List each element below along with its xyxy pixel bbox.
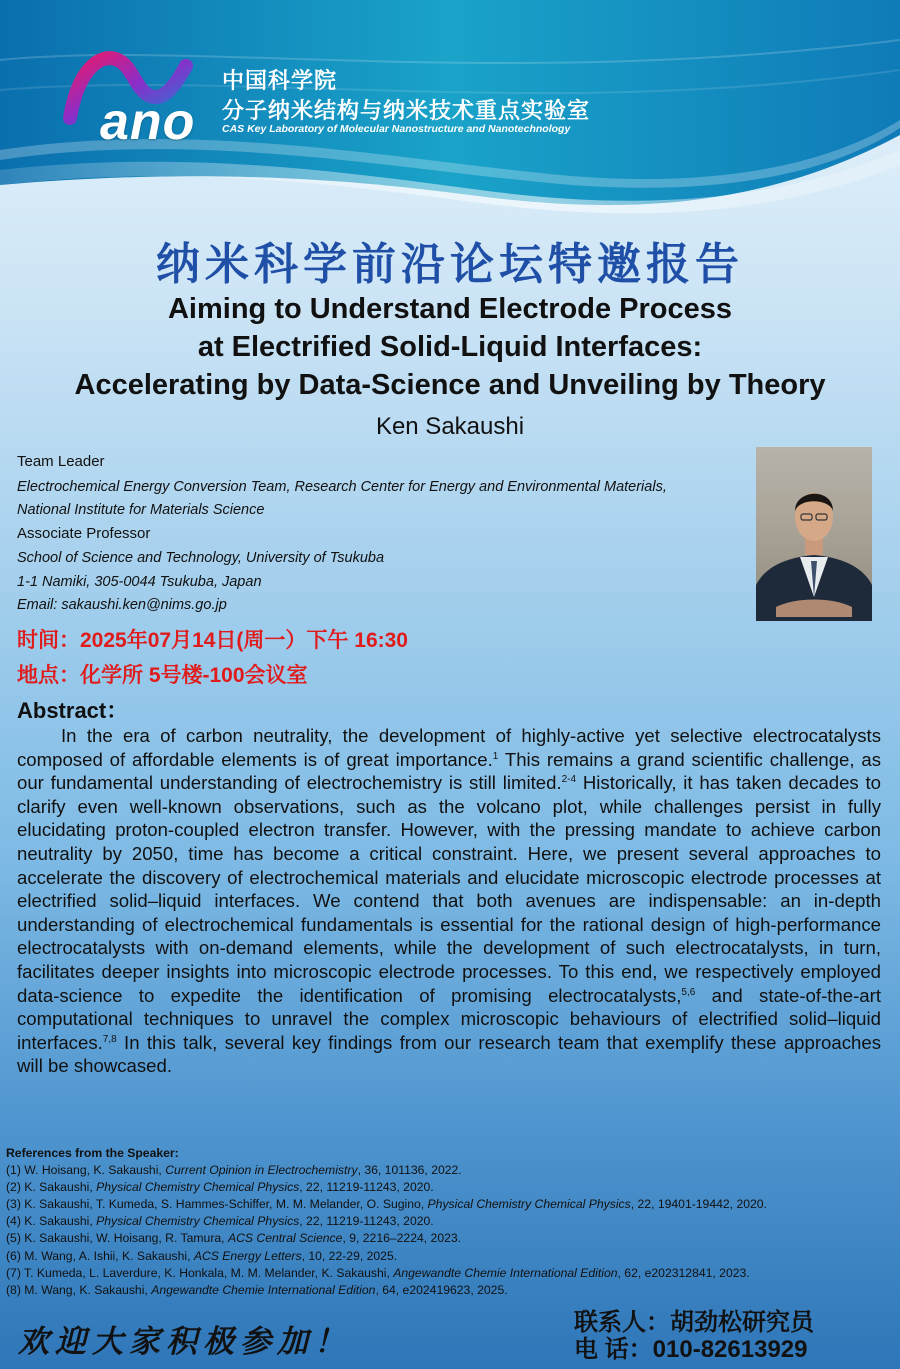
contact-phone: 电 话：010-82613929 [574, 1336, 808, 1363]
reference-journal: Current Opinion in Electrochemistry [165, 1163, 358, 1178]
reference-item [6, 1265, 767, 1282]
speaker-name: Ken Sakaushi [375, 413, 525, 440]
abstract-label: Abstract： [17, 698, 129, 723]
reference-item [6, 1282, 767, 1299]
affiliation-line: Associate Professor [17, 525, 151, 542]
reference-authors: (4) K. Sakaushi, [6, 1214, 97, 1229]
citation-superscript: 1 [492, 750, 499, 762]
logo-wordmark: ano [100, 93, 196, 151]
reference-details: , 62, e202312841, 2023. [617, 1265, 750, 1280]
abstract-segment: In this talk, several key findings from our research team that exemplify these approaches will be showcased. [17, 1031, 881, 1077]
speaker-photo [756, 447, 872, 621]
reference-details: , 22, 11219-11243, 2020. [299, 1214, 434, 1229]
talk-title [0, 290, 900, 404]
citation-superscript: 5,6 [681, 986, 696, 998]
reference-item [6, 1230, 767, 1247]
reference-details: , 9, 2216–2224, 2023. [342, 1231, 462, 1246]
org-name-en: CAS Key Laboratory of Molecular Nanostructure and Nanotechnology [222, 123, 571, 135]
reference-journal: Angewandte Chemie International Edition [151, 1282, 376, 1297]
reference-details: , 36, 101136, 2022. [357, 1163, 462, 1178]
reference-authors: (3) K. Sakaushi, T. Kumeda, S. Hammes-Schiffer, M. M. Melander, O. Sugino, [6, 1197, 428, 1212]
abstract-segment: In the era of carbon neutrality, the development of highly-active yet selective electrocatalysts composed of affordable elements is of great importance. [17, 725, 881, 770]
talk-title-line: at Electrified Solid-Liquid Interfaces: [197, 331, 703, 363]
org-name-cn-line2: 分子纳米结构与纳米技术重点实验室 [222, 98, 591, 123]
reference-item [6, 1248, 767, 1265]
talk-title-line: Aiming to Understand Electrode Process [167, 293, 732, 325]
reference-journal: ACS Energy Letters [193, 1248, 302, 1263]
abstract-segment: and state-of-the-art computational techniques to unravel the complex microscopic behaviours of electrified solid–liquid interfaces. [17, 984, 881, 1053]
reference-authors: (2) K. Sakaushi, [6, 1180, 97, 1195]
event-place: 地点：化学所 5号楼-100会议室 [17, 664, 308, 687]
affiliation-line: Electrochemical Energy Conversion Team, Research Center for Energy and Environmental Materials, [17, 479, 667, 495]
reference-authors: (5) K. Sakaushi, W. Hoisang, R. Tamura, [6, 1231, 228, 1246]
reference-item [6, 1213, 767, 1230]
reference-item [6, 1162, 767, 1179]
abstract-segment: This remains a grand scientific challenge, as our fundamental understanding of electrochemistry is still limited. [17, 748, 882, 794]
reference-journal: ACS Central Science [227, 1231, 343, 1246]
forum-title: 纳米科学前沿论坛特邀报告 [156, 240, 744, 289]
affiliation-line: Team Leader [17, 453, 105, 470]
affiliation-line: National Institute for Materials Science [17, 502, 265, 518]
reference-authors: (1) W. Hoisang, K. Sakaushi, [6, 1163, 166, 1178]
references [6, 1145, 767, 1299]
reference-journal: Physical Chemistry Chemical Physics [96, 1180, 300, 1195]
reference-journal: Angewandte Chemie International Edition [393, 1265, 618, 1280]
email-line: Email: sakaushi.ken@nims.go.jp [17, 597, 227, 613]
welcome-message: 欢迎大家积极参加！ [18, 1324, 351, 1360]
affiliation-line: School of Science and Technology, University of Tsukuba [17, 550, 385, 566]
reference-authors: (8) M. Wang, K. Sakaushi, [6, 1282, 152, 1297]
reference-details: , 10, 22-29, 2025. [301, 1248, 398, 1263]
reference-item [6, 1179, 767, 1196]
reference-details: , 64, e202419623, 2025. [375, 1282, 508, 1297]
org-name-cn-line1: 中国科学院 [222, 68, 338, 93]
contact-info [574, 1309, 814, 1363]
affiliation-line: 1-1 Namiki, 305-0044 Tsukuba, Japan [17, 574, 262, 590]
references-heading: References from the Speaker: [6, 1146, 179, 1160]
reference-details: , 22, 11219-11243, 2020. [299, 1180, 434, 1195]
citation-superscript: 7,8 [102, 1033, 117, 1045]
talk-title-line: Accelerating by Data-Science and Unveiling by Theory [74, 369, 826, 401]
citation-superscript: 2-4 [561, 774, 577, 785]
reference-authors: (6) M. Wang, A. Ishii, K. Sakaushi, [6, 1248, 194, 1263]
header-banner [0, 0, 900, 220]
event-time: 时间：2025年07月14日(周一）下午 16:30 [17, 629, 408, 652]
reference-journal: Physical Chemistry Chemical Physics [427, 1197, 631, 1212]
reference-item [6, 1196, 767, 1213]
reference-authors: (7) T. Kumeda, L. Laverdure, K. Honkala, M. M. Melander, K. Sakaushi, [6, 1265, 394, 1280]
reference-details: , 22, 19401-19442, 2020. [630, 1197, 767, 1212]
reference-journal: Physical Chemistry Chemical Physics [96, 1214, 300, 1229]
abstract-text [17, 724, 881, 1078]
contact-person: 联系人：胡劲松研究员 [574, 1309, 814, 1336]
abstract-segment: Historically, it has taken decades to clarify even well-known observations, such as the volcano plot, while challenges persist in fully elucidating proton-coupled electron transfer. However, with the pressing mandate to achieve carbon neutrality by 2050, time has become a critical constraint. Here, we present several approaches to accelerate the discovery of electrochemical materials and elucidate microscopic electrode processes at electrified solid–liquid interfaces. We contend that both avenues are indispensable: an in-depth understanding of electrochemical fundamentals is essential for the rational design of high-performance electrocatalysts with on-demand elements, while the development of such electrocatalysts, in turn, facilitates deeper insights into microscopic electrode processes. To this end, we respectively employed data-science to expedite the identification of promising electrocatalysts, [17, 772, 881, 1006]
